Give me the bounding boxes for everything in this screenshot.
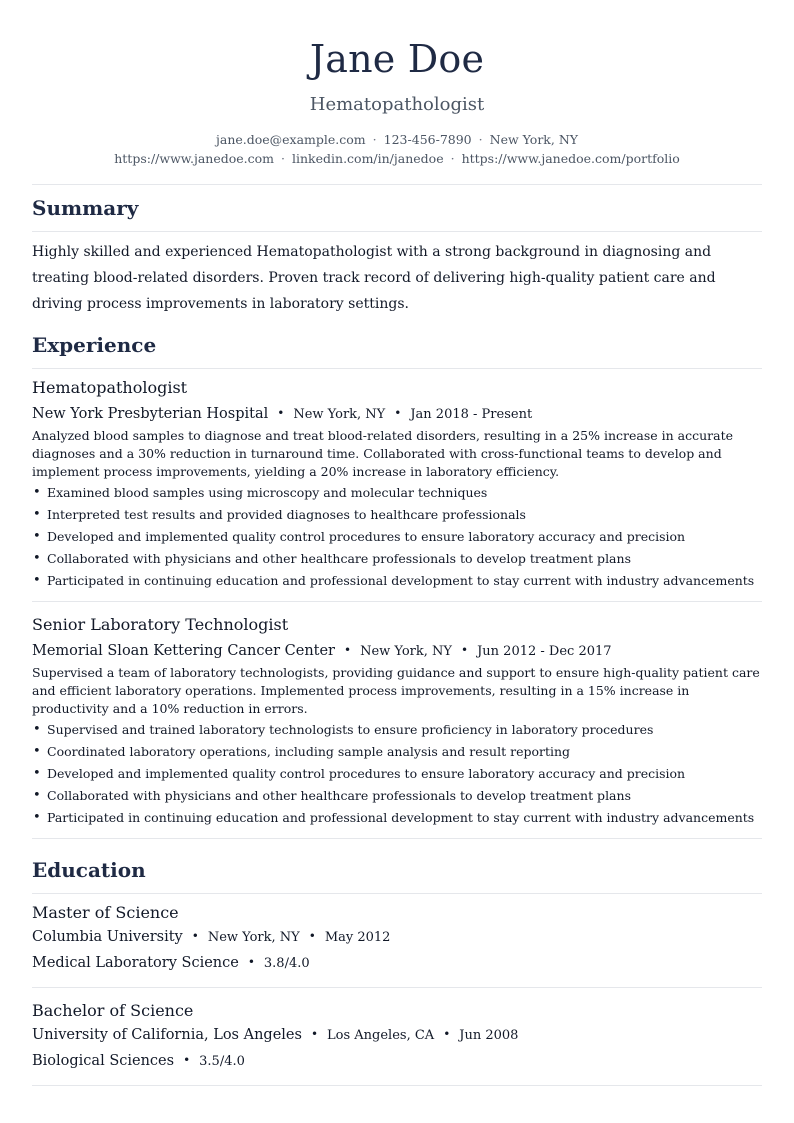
contact-line-1	[32, 130, 762, 149]
list-item: • Participated in continuing education and professional development to stay current with industry advancements	[32, 807, 762, 829]
job-meta	[32, 640, 762, 663]
summary-heading: Summary	[32, 196, 139, 220]
gpa-value: 3.8/4.0	[263, 956, 310, 971]
list-item: • Examined blood samples using microscopy and molecular techniques	[32, 482, 762, 504]
phone-text[interactable]: 123-456-7890	[383, 132, 472, 147]
school-location: Los Angeles, CA	[327, 1028, 435, 1043]
list-item: • Interpreted test results and provided diagnoses to healthcare professionals	[32, 504, 762, 526]
job-meta	[32, 403, 762, 426]
bullet-separator: •	[344, 643, 352, 657]
job-bullets	[32, 719, 762, 829]
list-item: • Supervised and trained laboratory technologists to ensure proficiency in laboratory procedures	[32, 719, 762, 741]
header-divider	[32, 184, 762, 185]
job-location: New York, NY	[360, 644, 452, 659]
education-divider	[32, 1085, 762, 1086]
bullet-separator: •	[394, 406, 402, 420]
bullet-separator: •	[183, 1053, 191, 1067]
job-company: New York Presbyterian Hospital	[32, 406, 269, 422]
separator: ·	[372, 132, 377, 147]
education-divider	[32, 987, 762, 988]
bullet-separator: •	[310, 1027, 319, 1041]
bullet-separator: •	[461, 643, 469, 657]
linkedin-link[interactable]: linkedin.com/in/janedoe	[292, 151, 444, 166]
bullet-separator: •	[247, 955, 255, 969]
bullet-separator: •	[443, 1027, 451, 1041]
experience-divider	[32, 368, 762, 369]
job-dates: Jun 2012 - Dec 2017	[477, 644, 612, 659]
summary-text: Highly skilled and experienced Hematopathologist with a strong background in diagnosing and treating blood-related disorders. Proven track record of delivering high-quality patient care and driving process improvements in laboratory settings.	[32, 244, 716, 312]
bullet-separator: •	[191, 929, 199, 943]
bullet-separator: •	[308, 929, 316, 943]
job-description: Analyzed blood samples to diagnose and treat blood-related disorders, resulting in a 25% increase in accurate diagnoses and a 30% reduction in turnaround time. Collaborated with cross-functional teams to develop and implement process improvements, yielding a 20% increase in laboratory efficiency.	[32, 428, 734, 479]
school-name: Columbia University	[32, 929, 183, 945]
degree-title: Master of Science	[32, 903, 179, 922]
list-item: • Coordinated laboratory operations, including sample analysis and result reporting	[32, 741, 762, 763]
education-divider	[32, 893, 762, 894]
job-entry	[32, 614, 762, 829]
summary-divider	[32, 231, 762, 232]
graduation-date: May 2012	[324, 930, 391, 945]
candidate-name: Jane Doe	[309, 37, 485, 81]
contact-line-2	[32, 149, 762, 168]
list-item: • Collaborated with physicians and other healthcare professionals to develop treatment plans	[32, 785, 762, 807]
job-divider	[32, 601, 762, 602]
field-of-study: Biological Sciences	[32, 1053, 175, 1069]
bullet-separator: •	[277, 406, 285, 420]
separator: ·	[450, 151, 455, 166]
list-item: • Collaborated with physicians and other healthcare professionals to develop treatment plans	[32, 548, 762, 570]
gpa-value: 3.5/4.0	[199, 1054, 245, 1069]
job-description: Supervised a team of laboratory technologists, providing guidance and support to ensure high-quality patient care and efficient laboratory operations. Implemented process improvements, resulting in a 15% increase in productivity and a 10% reduction in errors.	[32, 665, 760, 716]
resume-header	[32, 0, 762, 168]
education-heading: Education	[32, 858, 146, 882]
location-text: New York, NY	[489, 132, 579, 147]
job-location: New York, NY	[293, 407, 386, 422]
education-field-line	[32, 951, 762, 976]
list-item: • Developed and implemented quality control procedures to ensure laboratory accuracy and precision	[32, 763, 762, 785]
separator: ·	[478, 132, 483, 147]
job-bullets	[32, 482, 762, 592]
website-link[interactable]: https://www.janedoe.com	[114, 151, 275, 166]
job-title: Hematopathologist	[32, 378, 188, 397]
education-school-line	[32, 925, 762, 950]
candidate-title: Hematopathologist	[309, 94, 485, 115]
graduation-date: Jun 2008	[459, 1028, 519, 1043]
separator: ·	[281, 151, 285, 166]
experience-heading: Experience	[32, 333, 157, 357]
education-entry	[32, 902, 762, 976]
list-item: • Developed and implemented quality control procedures to ensure laboratory accuracy and precision	[32, 526, 762, 548]
degree-title: Bachelor of Science	[32, 1001, 194, 1020]
job-title: Senior Laboratory Technologist	[32, 615, 289, 634]
field-of-study: Medical Laboratory Science	[32, 955, 239, 971]
education-field-line	[32, 1049, 762, 1074]
job-company: Memorial Sloan Kettering Cancer Center	[32, 643, 335, 659]
email-link[interactable]: jane.doe@example.com	[215, 132, 366, 147]
education-entry	[32, 1000, 762, 1074]
school-location: New York, NY	[207, 930, 300, 945]
job-dates: Jan 2018 - Present	[410, 407, 533, 422]
portfolio-link[interactable]: https://www.janedoe.com/portfolio	[461, 151, 680, 166]
education-school-line	[32, 1023, 762, 1048]
list-item: • Participated in continuing education and professional development to stay current with industry advancements	[32, 570, 762, 592]
job-entry	[32, 377, 762, 592]
school-name: University of California, Los Angeles	[32, 1027, 302, 1043]
job-divider	[32, 838, 762, 839]
